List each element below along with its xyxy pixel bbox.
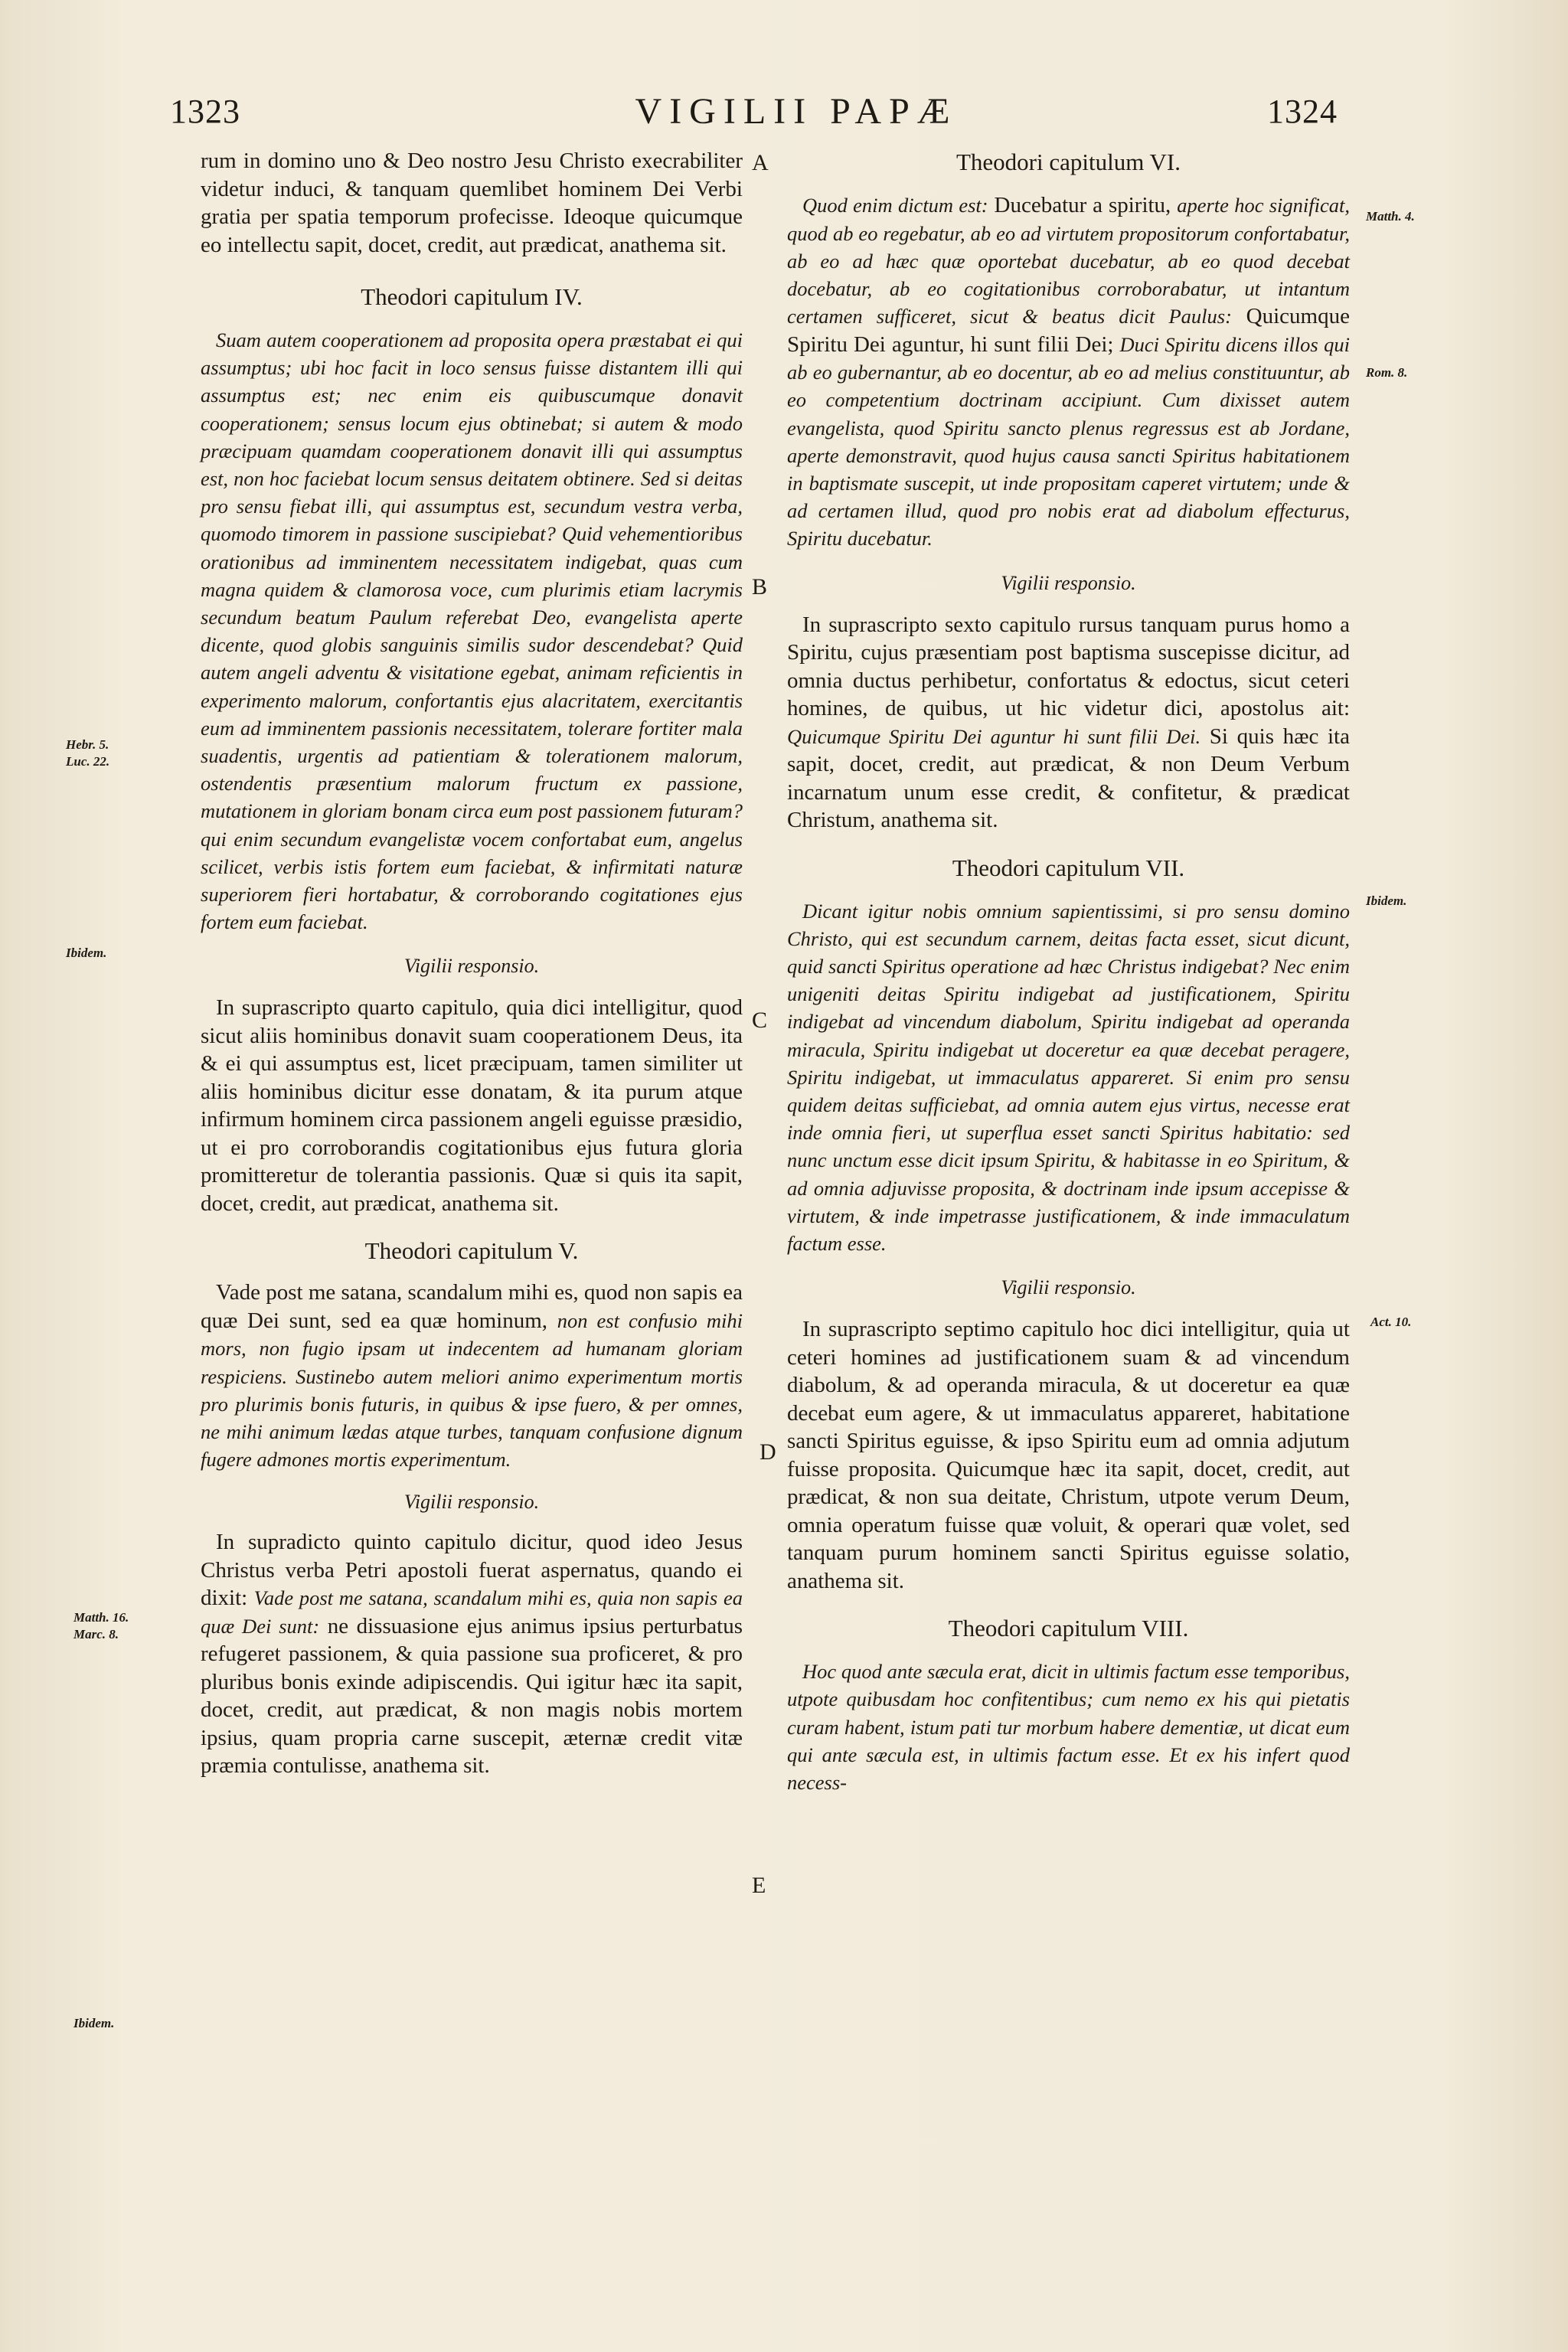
- section-marker-e: E: [752, 1873, 766, 1898]
- text-roman: Ducebatur a spiritu,: [988, 193, 1178, 217]
- margin-note: Ibidem.: [66, 946, 107, 960]
- text-roman: Quicumque Spiritu Dei aguntur, hi sunt filii Dei;: [787, 304, 1350, 357]
- paragraph-italic: Suam autem cooperationem ad proposita opera præstabat ei qui assumptus; ubi hoc facit in loco sensus fuisse distantem illi qui assumptus est; nec enim eis quibuscumque donavit cooperationem; sensus locum ejus obtinebat; si autem & modo præcipuam quamdam cooperationem donavit illi qui assumptus est, non hoc faciebat locum sensus deitatem obtinere. Sed si deitas pro sensu fiebat illi, qui assumptus est, secundum vestra verba, quomodo timorem in passione suscipiebat? Quid vehementioribus orationibus ad imminentem necessitatem indigebat, quas cum magna quidem & clamorosa voce, cum plurimis etiam lacrymis secundum beatum Paulum referebat Deo, evangelista aperte dicente, quod globis sanguinis similis sudor descendebat? Quid autem angeli adventu & visitatione egebat, animam reficientis in experimento malorum, confortantis ejus alacritatem, exercitantis eum ad imminentem passionis necessitatem, tolerare fortiter mala suadentis, urgentis ad patientiam & tolerationem malorum, ostendentis præsentium malorum fructum ex passione, mutationem in gloriam bonam circa eum post passionem futuram? qui enim secundum evangelistæ vocem confortabat eum, angelus scilicet, verbis istis fortem eum faciebat, & infirmitati naturæ superiorem fieri hortabatur, & corroborando cogitationes ejus fortem eum faciebat.: [201, 328, 743, 934]
- page-number-left: 1323: [170, 93, 240, 130]
- text-italic: aperte hoc significat, quod ab eo regebatur, ab eo ad virtutem propositorum confortabatur, ab eo ad hæc quæ oportebat ducebatur, ab eo quod decebat docebatur, ab eo cogitationibus corroborabatur, ut intantum certamen sufficeret, sicut & beatus dicit Paulus:: [787, 194, 1350, 328]
- margin-note: Act. 10.: [1370, 1315, 1412, 1329]
- chapter-heading: Theodori capitulum VIII.: [948, 1615, 1189, 1642]
- text-roman: In suprascripto sexto capitulo rursus tanquam purus homo a Spiritu, cujus præsentiam post baptisma suscepisse dicitur, ad omnia ductus perhibetur, confortatus & edoctus, sicut ceteri homines, de quibus, ut hic videtur dici, apostolus ait:: [787, 612, 1350, 721]
- chapter-heading: Theodori capitulum VI.: [956, 149, 1181, 175]
- text-italic: Quicumque Spiritu Dei aguntur hi sunt filii Dei.: [787, 724, 1201, 748]
- text-italic: Duci Spiritu dicens illos qui ab eo gubernantur, ab eo docentur, ab eo ad melius constituuntur, ab eo competentium doctrinam accipiunt. Cum dixisset autem evangelista, quod Spiritu sancto plenus regressus est ab Jordane, aperte demonstravit, quod hujus causa sancti Spiritus habitationem in baptismate suscepit, ut inde propositam caperet virtutem; unde & ad certamen illud, quod pro nobis erat ad diabolum effecturus, Spiritu ducebatur.: [787, 332, 1351, 550]
- margin-note: Ibidem.: [74, 2016, 115, 2030]
- paragraph-italic: Dicant igitur nobis omnium sapientissimi, si pro sensu domino Christo, qui est secundum carnem, deitas facta esset, sicut dicunt, quid sancti Spiritus operatione ad hæc Christus indigebat? Nec enim unigeniti deitas Spiritu indigebat ad justificationem, Spiritu indigebat ad vincendum diabolum, Spiritu indigebat ad operanda miracula, Spiritu indigebat ut doceretur ea quæ decebat peragere, Spiritu indigebat, ut immaculatus appareret. Si enim pro sensu quidem deitas sufficiebat, ad omnia autem ejus virtus, necesse erat inde omnia fieri, ut superflua esset sancti Spiritus habitatio: sed nunc unctum esse dicit ipsum Spiritu, & habitasse in eo Spiritum, & ad omnia adjuvisse proposita, & doctrinam inde ipsum accepisse & virtutem, & inde impetrasse justificationem, & inde immaculatum factum esse.: [787, 899, 1350, 1255]
- paragraph-mixed: [201, 1279, 743, 1473]
- page-number-right: 1324: [1267, 93, 1338, 130]
- text-italic: Vade post me satana, scandalum mihi es, quia non sapis ea quæ Dei sunt:: [201, 1586, 743, 1638]
- margin-note: Rom. 8.: [1366, 365, 1408, 380]
- text-roman: Si quis hæc ita sapit, docet, credit, aut prædicat, & non Deum Verbum incarnatum unum esse credit, & confitetur, & prædicat Christum, anathema sit.: [787, 724, 1350, 833]
- margin-note: Matth. 4.: [1366, 209, 1415, 224]
- text-roman: Vade post me satana, scandalum mihi es, quod non sapis ea quæ Dei sunt, sed ea quæ hominum,: [201, 1280, 743, 1333]
- chapter-heading: Theodori capitulum IV.: [361, 283, 583, 310]
- margin-note: Ibidem.: [1366, 893, 1407, 908]
- section-marker-c: C: [752, 1008, 768, 1033]
- text-italic: Quod enim dictum est:: [802, 194, 988, 217]
- section-marker-d: D: [760, 1439, 776, 1465]
- response-heading: Vigilii responsio.: [403, 955, 540, 978]
- text-roman: In supradicto quinto capitulo dicitur, quod ideo Jesus Christus verba Petri apostoli fuerat aspernatus, quando ei dixit:: [201, 1530, 743, 1611]
- paragraph: In suprascripto quarto capitulo, quia dici intelligitur, quod sicut aliis hominibus donavit suam cooperationem Deus, ita & ei qui assumptus est, licet præcipuam, tamen similiter ut aliis hominibus dicitur esse donatam, & ita purum atque infirmum hominem circa passionem angeli eguisse præsidio, ut ei pro corroborandis cogitationibus ejus futura gloria promitteretur de tolerantia passionis. Quæ si quis ita sapit, docet, credit, aut prædicat, anathema sit.: [201, 995, 743, 1216]
- section-marker-a: A: [752, 150, 769, 175]
- running-title: VIGILII PAPÆ: [635, 91, 958, 132]
- running-header: [0, 83, 1568, 136]
- response-heading: Vigilii responsio.: [1001, 571, 1136, 594]
- chapter-heading: Theodori capitulum VII.: [952, 854, 1185, 881]
- paragraph-mixed: [201, 1528, 743, 1780]
- response-heading: Vigilii responsio.: [1001, 1276, 1136, 1299]
- paragraph-mixed: [787, 611, 1350, 835]
- response-heading: Vigilii responsio.: [403, 1491, 540, 1514]
- paragraph: In suprascripto septimo capitulo hoc dici intelligitur, quia ut ceteri homines ad justificationem suam & ad vincendum diabolum, & ad operanda miracula, & ut doceretur ea quæ decebat eum agere, & ut immaculatus appareret, habitatione sancti Spiritus eguisse, & ipso Spiritu eum ad omnia adjutum fuisse proposita. Quicumque hæc ita sapit, docet, credit, aut prædicat, & non sua deitate, Christum, utpote verum Deum, omnia operatum fuisse quæ voluit, & operari quæ volet, sed tanquam purum hominem sancti Spiritus eguisse solatio, anathema sit.: [787, 1317, 1350, 1593]
- left-column: [201, 147, 743, 1780]
- text-roman: ne dissuasione ejus animus ipsius perturbatus refugeret passionem, & quia passione sua proficeret, & pro pluribus bonis exinde adipiscendis. Qui igitur hæc ita sapit, docet, credit, aut prædicat, & non magis nobis mortem ipsius, quam propria carne suscepit, æternæ credit vitæ præmia contulisse, anathema sit.: [201, 1613, 743, 1779]
- paragraph-italic: Hoc quod ante sæcula erat, dicit in ultimis factum esse temporibus, utpote quibusdam hoc confitentibus; cum nemo ex his qui pietatis curam habent, istum pati tur morbum habere dementiæ, ut dicat eum qui ante sæcula est, in ultimis factum esse. Et ex his infert quod necess-: [787, 1660, 1350, 1794]
- paragraph: rum in domino uno & Deo nostro Jesu Christo execrabiliter videtur induci, & tanquam quemlibet hominem Dei Verbi gratia per spatia temporum profecisse. Ideoque quicumque eo intellectu sapit, docet, credit, aut prædicat, anathema sit.: [201, 149, 743, 257]
- chapter-heading: Theodori capitulum V.: [364, 1237, 579, 1265]
- text-italic: non est confusio mihi mors, non fugio ipsam ut indecentem ad humanam gloriam respiciens. Sustinebo autem meliori animo experimentum mortis pro plurimis bonis futuris, in quibus & ipse fuero, & per omnes, ne mihi animum lædas atque turbes, tanquam confusione dignum fugere admones mortis experimentum.: [201, 1308, 743, 1472]
- section-marker-b: B: [752, 574, 768, 599]
- paragraph-mixed: [787, 191, 1350, 553]
- right-column: [787, 147, 1350, 1796]
- margin-note: Hebr. 5. Luc. 22.: [66, 737, 110, 769]
- margin-note: Matth. 16. Marc. 8.: [74, 1610, 129, 1642]
